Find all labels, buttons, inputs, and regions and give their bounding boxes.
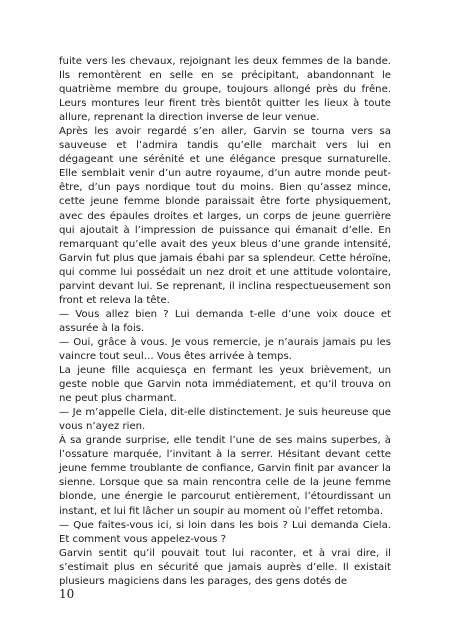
- dialogue-line: — Que faites-vous ici, si loin dans les bois ? Lui demanda Ciela. Et comment vous appelez-vous ?: [59, 519, 391, 545]
- paragraph: Garvin sentit qu’il pouvait tout lui raconter, et à vrai dire, il s’estimait plus en sécurité que jamais auprès d’elle. Il existait plusieurs magiciens dans les parages, des gens dotés de: [59, 547, 391, 587]
- paragraph: À sa grande surprise, elle tendit l’une de ses mains superbes, à l’ossature marquée, l’invitant à la serrer. Hésitant devant cette jeune femme troublante de confiance, Garvin finit par avancer la sienne. Lorsque que sa main rencontra celle de la jeune femme blonde, une énergie le parcourut entièrement, l’étourdissant un instant, et lui fit lâcher un soupir au moment où l’effet retomba.: [59, 435, 391, 517]
- paragraph: Après les avoir regardé s’en aller, Garvin se tourna vers sa sauveuse et l’admira tandis qu’elle marchait vers lui en dégageant une sérénité et une élégance presque surnaturelle. Elle semblait venir d’un autre royaume, d’un autre monde peut-être, d’un pays nordique tout du moins. Bien qu’assez mince, cette jeune femme blonde paraissait être forte physiquement, avec des épaules droites et larges, un corps de jeune guerrière qui ajoutait à l’impression de puissance qui émanait d’elle. En remarquant qu’elle avait des yeux bleus d’une grande intensité, Garvin fut plus que jamais ébahi par sa splendeur. Cette héroïne, qui comme lui possédait un nez droit et une attitude volontaire, parvint devant lui. Se reprenant, il inclina respectueusement son front et releva la tête.: [59, 126, 391, 306]
- paragraph: La jeune fille acquiesça en fermant les yeux brièvement, un geste noble que Garvin nota immédiatement, et qu’il trouva on ne peut plus charmant.: [59, 365, 391, 405]
- dialogue-line: — Je m’appelle Ciela, dit-elle distinctement. Je suis heureuse que vous n’ayez rien.: [59, 407, 391, 433]
- body-text: [59, 55, 391, 589]
- dialogue-line: — Oui, grâce à vous. Je vous remercie, je n’aurais jamais pu les vaincre tout seul… Vous êtes arrivée à temps.: [59, 336, 391, 362]
- dialogue-line: — Vous allez bien ? Lui demanda t-elle d’une voix douce et assurée à la fois.: [59, 308, 391, 334]
- paragraph: fuite vers les chevaux, rejoignant les deux femmes de la bande. Ils remontèrent en selle en se précipitant, abandonnant le quatrième membre du groupe, toujours allongé près du frêne. Leurs montures leur firent très bientôt quitter les lieux à toute allure, reprenant la direction inverse de leur venue.: [59, 56, 391, 124]
- page-number: 10: [59, 587, 75, 601]
